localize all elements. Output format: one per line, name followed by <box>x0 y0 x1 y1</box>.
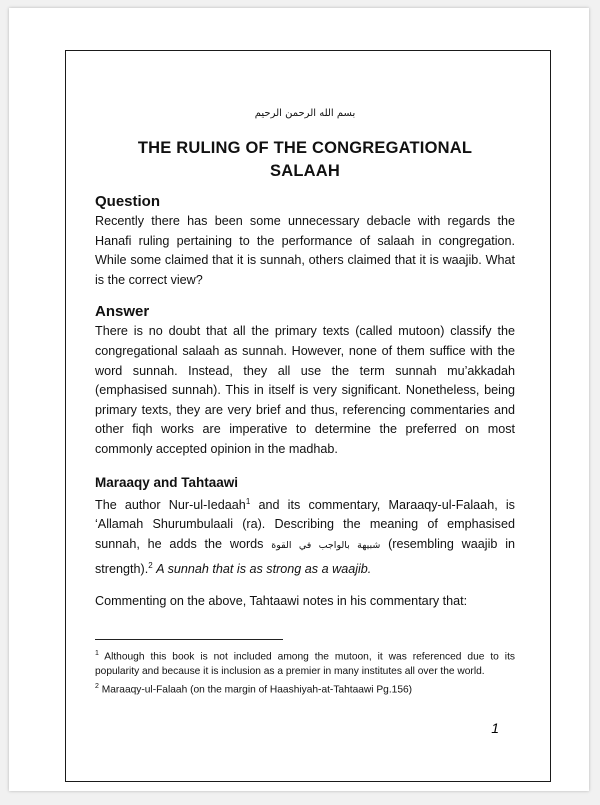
basmala: بسم الله الرحمن الرحيم <box>254 108 356 119</box>
maraaqy-paragraph <box>95 492 515 580</box>
page-content <box>95 108 515 698</box>
footnote-1 <box>95 646 515 679</box>
tahtaawi-paragraph: Commenting on the above, Tahtaawi notes in his commentary that: <box>95 594 468 609</box>
footnote-1-text: Although this book is not included among the mutoon, it was referenced due to its popularity and because it is inclusion as a premier in many institutes all over the world. <box>95 651 515 678</box>
answer-heading: Answer <box>95 303 150 321</box>
maraaqy-italic: A sunnah that is as strong as a waajib. <box>152 561 372 576</box>
footnote-ref-2[interactable]: 2 <box>148 560 153 570</box>
question-text: Recently there has been some unnecessary debacle with regards the Hanafi ruling pertaining to the performance of salaah in congregation. While some claimed that it is sunnah, others claimed that it is waajib. What is the correct view? <box>95 214 515 287</box>
footnote-2 <box>95 679 515 697</box>
answer-text: There is no doubt that all the primary texts (called mutoon) classify the congregational salaah as sunnah. However, none of them suffice with the word sunnah. Instead, they all use the term sunnah mu’akkadah (emphasised sunnah). This in itself is very significant. Nonetheless, being primary texts, they are very brief and thus, referencing commentaries and other fiqh works are imperative to determine the preferred on most commonly accepted opinion in the madhab. <box>95 324 515 456</box>
maraaqy-text-c: (resembling waajib in strength). <box>95 536 515 576</box>
arabic-phrase: شبيهة بالواجب في القوة <box>271 539 381 551</box>
footnote-2-number: 2 <box>95 683 99 691</box>
maraaqy-heading: Maraaqy and Tahtaawi <box>95 474 239 490</box>
page-number: 1 <box>491 720 499 736</box>
page-title <box>95 137 515 183</box>
footnote-1-number: 1 <box>95 649 99 657</box>
footnote-divider <box>95 639 283 640</box>
maraaqy-text-a: The author Nur-ul-Iedaah <box>95 497 246 512</box>
title-line-1: THE RULING OF THE CONGREGATIONAL <box>137 139 473 157</box>
document-page <box>9 8 589 791</box>
maraaqy-text-b: and its commentary, Maraaqy-ul-Falaah, is ‘Allamah Shurumbulaali (ra). Describing the meaning of emphasised sunnah, he adds the words <box>95 497 515 551</box>
footnote-ref-1[interactable]: 1 <box>245 496 251 506</box>
footnote-2-text: Maraaqy-ul-Falaah (on the margin of Haashiyah-at-Tahtaawi Pg.156) <box>98 684 413 696</box>
title-line-2: SALAAH <box>270 162 340 180</box>
question-heading: Question <box>95 193 161 210</box>
